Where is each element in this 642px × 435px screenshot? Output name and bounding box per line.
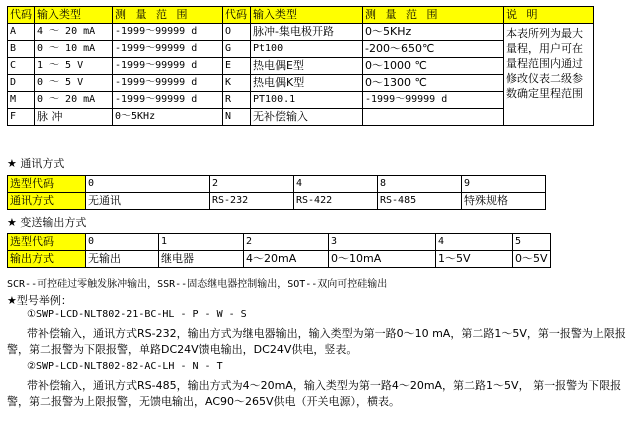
cell-type-2: 脉冲-集电极开路 bbox=[251, 24, 363, 41]
comm-table bbox=[7, 175, 546, 210]
cell-type: 0 ～ 10 mA bbox=[35, 41, 113, 58]
cell-type: 0 ～ 20 mA bbox=[35, 92, 113, 109]
example-1-desc: 带补偿输入，通讯方式RS-232，输出方式为继电器输出，输入类型为第一路0～10 mA，第二路1～5V，第一报警为上限报警，第二报警为下限报警，单路DC24V馈电输出，DC24V供电，竖表。 bbox=[7, 327, 626, 356]
cell-code-2: E bbox=[223, 58, 251, 75]
cell-type-2: PT100.1 bbox=[251, 92, 363, 109]
cell-range-2: -200～650℃ bbox=[363, 41, 504, 58]
cell-type-2: 热电偶K型 bbox=[251, 75, 363, 92]
output-section-title: ★ 变送输出方式 bbox=[7, 216, 87, 229]
example-title: ★型号举例： bbox=[7, 294, 72, 307]
header-code-2: 代码 bbox=[223, 7, 251, 24]
cell-code-2: G bbox=[223, 41, 251, 58]
note-cell: 本表所列为最大量程，用户可在量程范围内通过修改仪表二级参数确定里程范围 bbox=[504, 24, 594, 126]
header-input-type: 输入类型 bbox=[35, 7, 113, 24]
cell-range: -1999～99999 d bbox=[113, 58, 223, 75]
table-row bbox=[8, 193, 546, 210]
cell-type: 0 ～ 5 V bbox=[35, 75, 113, 92]
cell-range: -1999～99999 d bbox=[113, 41, 223, 58]
output-table bbox=[7, 233, 551, 268]
output-mode: 1～5V bbox=[436, 251, 513, 268]
cell-type: 1 ～ 5 V bbox=[35, 58, 113, 75]
cell-code: D bbox=[8, 75, 35, 92]
output-code: 3 bbox=[329, 234, 436, 251]
cell-range: -1999～99999 d bbox=[113, 92, 223, 109]
comm-code: 4 bbox=[294, 176, 378, 193]
cell-type-2: Pt100 bbox=[251, 41, 363, 58]
comm-mode: 特殊规格 bbox=[462, 193, 546, 210]
table-row bbox=[8, 251, 551, 268]
comm-code: 2 bbox=[210, 176, 294, 193]
output-mode: 0～5V bbox=[513, 251, 551, 268]
input-type-table bbox=[7, 6, 594, 126]
output-mode: 4～20mA bbox=[244, 251, 329, 268]
table-row bbox=[8, 24, 594, 41]
cell-range: 0～5KHz bbox=[113, 109, 223, 126]
comm-mode-label: 通讯方式 bbox=[8, 193, 86, 210]
header-input-type-2: 输入类型 bbox=[251, 7, 363, 24]
cell-code: M bbox=[8, 92, 35, 109]
cell-type-2: 热电偶E型 bbox=[251, 58, 363, 75]
table-row bbox=[8, 176, 546, 193]
comm-code: 9 bbox=[462, 176, 546, 193]
output-code: 0 bbox=[86, 234, 159, 251]
output-mode: 0～10mA bbox=[329, 251, 436, 268]
output-code: 4 bbox=[436, 234, 513, 251]
cell-type: 脉 冲 bbox=[35, 109, 113, 126]
comm-mode: 无通讯 bbox=[86, 193, 210, 210]
example-1-code: ①SWP-LCD-NLT802-21-BC-HL - P - W - S bbox=[27, 309, 247, 320]
cell-code: A bbox=[8, 24, 35, 41]
header-note: 说 明 bbox=[504, 7, 594, 24]
comm-code: 8 bbox=[378, 176, 462, 193]
cell-code-2: R bbox=[223, 92, 251, 109]
cell-range-2: 0～1300 ℃ bbox=[363, 75, 504, 92]
cell-range: -1999～99999 d bbox=[113, 24, 223, 41]
cell-code-2: O bbox=[223, 24, 251, 41]
output-code: 2 bbox=[244, 234, 329, 251]
cell-range: -1999～99999 d bbox=[113, 75, 223, 92]
header-range-2: 测 量 范 围 bbox=[363, 7, 504, 24]
comm-mode: RS-485 bbox=[378, 193, 462, 210]
example-2-desc: 带补偿输入，通讯方式RS-485，输出方式为4～20mA，输入类型为第一路4～20mA，第二路1～5V， 第一报警为下限报警，第二报警为上限报警，无馈电输出，AC90～265V供电（开关电源），横表。 bbox=[7, 379, 622, 408]
header-code: 代码 bbox=[8, 7, 35, 24]
cell-range-2: -1999～99999 d bbox=[363, 92, 504, 109]
comm-mode: RS-422 bbox=[294, 193, 378, 210]
cell-range-2: 0～1000 ℃ bbox=[363, 58, 504, 75]
output-mode-label: 输出方式 bbox=[8, 251, 86, 268]
output-code: 1 bbox=[159, 234, 244, 251]
output-code-label: 选型代码 bbox=[8, 234, 86, 251]
comm-mode: RS-232 bbox=[210, 193, 294, 210]
cell-code: C bbox=[8, 58, 35, 75]
table-row bbox=[8, 234, 551, 251]
comm-section-title: ★ 通讯方式 bbox=[7, 157, 65, 170]
table-header-row bbox=[8, 7, 594, 24]
abbreviation-line: SCR--可控硅过零触发脉冲输出，SSR--固态继电器控制输出，SOT--双向可控硅输出 bbox=[7, 279, 388, 290]
cell-code-2: N bbox=[223, 109, 251, 126]
header-range: 测 量 范 围 bbox=[113, 7, 223, 24]
cell-range-2: 0～5KHz bbox=[363, 24, 504, 41]
cell-type-2: 无补偿输入 bbox=[251, 109, 363, 126]
cell-code-2: K bbox=[223, 75, 251, 92]
cell-type: 4 ～ 20 mA bbox=[35, 24, 113, 41]
output-mode: 继电器 bbox=[159, 251, 244, 268]
cell-range-2 bbox=[363, 109, 504, 126]
comm-code: 0 bbox=[86, 176, 210, 193]
comm-code-label: 选型代码 bbox=[8, 176, 86, 193]
output-mode: 无输出 bbox=[86, 251, 159, 268]
cell-code: B bbox=[8, 41, 35, 58]
example-2-code: ②SWP-LCD-NLT802-82-AC-LH - N - T bbox=[27, 361, 223, 372]
output-code: 5 bbox=[513, 234, 551, 251]
cell-code: F bbox=[8, 109, 35, 126]
